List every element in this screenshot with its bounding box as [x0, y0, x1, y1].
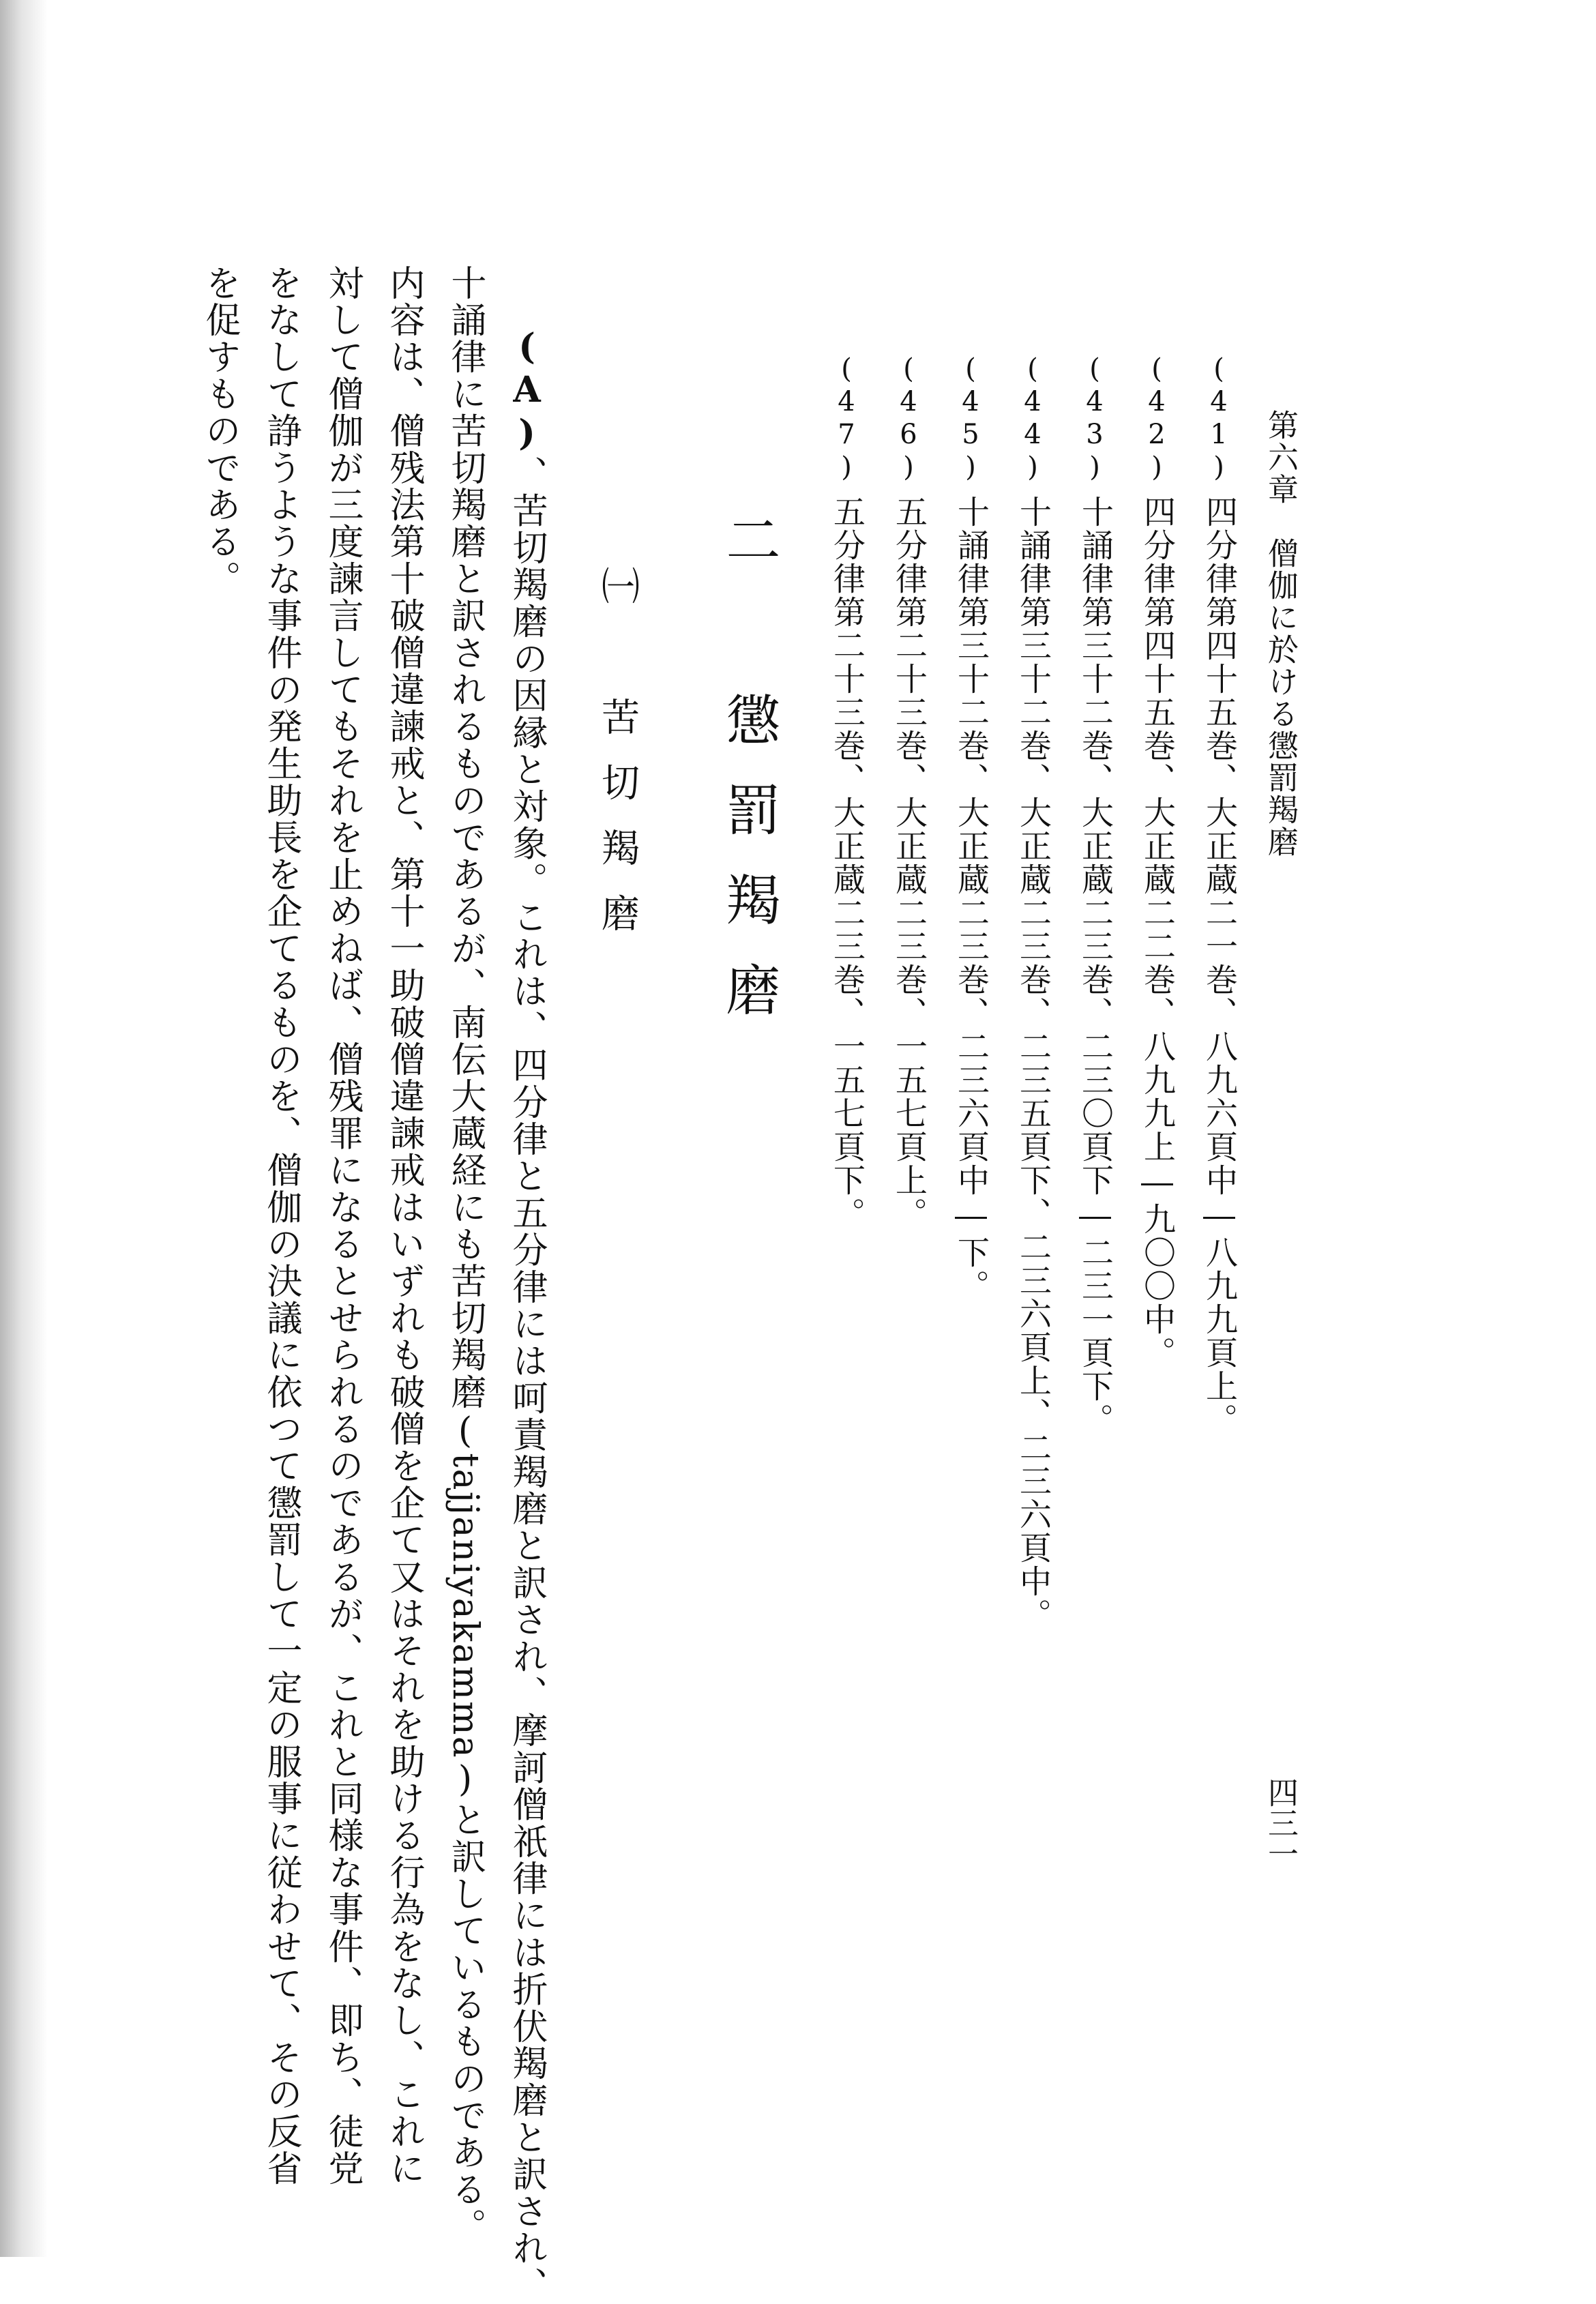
footnote — [1010, 353, 1056, 1631]
item-marker: (A) — [506, 326, 548, 456]
footnote-number: (43) — [1079, 353, 1110, 484]
footnote-number: (41) — [1203, 353, 1235, 484]
footnote-number: (44) — [1017, 353, 1048, 484]
body-paragraph-line: を促すものである。 — [199, 265, 240, 597]
footnote — [1072, 353, 1118, 1436]
footnote-number: (45) — [955, 353, 986, 484]
footnote-number: (47) — [831, 353, 862, 484]
footnote — [1196, 353, 1242, 1436]
footnote-text: 十誦律第三十二巻、大正蔵二三巻、二三六頁中―下。 — [952, 495, 990, 1303]
section-title: 二 懲罰羯磨 — [717, 512, 780, 1052]
page-number: 四三一 — [1262, 1777, 1299, 1869]
footnote-number: (46) — [893, 353, 924, 484]
footnote-text: 四分律第四十五巻、大正蔵二二巻、八九九上―九〇〇中。 — [1138, 495, 1176, 1370]
footnote — [1134, 353, 1180, 1370]
subsection-title: ㈠ 苦切羯磨 — [595, 566, 640, 959]
footnote — [948, 353, 994, 1303]
body-paragraph-line: 内容は、僧残法第十破僧違諫戒と、第十一助破僧違諫戒はいずれも破僧を企て又はそれを助ける行為をなし、これに — [383, 265, 424, 2187]
body-paragraph-line: 対して僧伽が三度諫言してもそれを止めねば、僧残罪になるとせられるのであるが、これと同様な事件、即ち、徒党 — [322, 265, 363, 2187]
body-paragraph-line: をなして諍うような事件の発生助長を企てるものを、僧伽の決議に依つて懲罰して一定の服事に従わせて、その反省 — [261, 265, 301, 2187]
footnote-text: 十誦律第三十二巻、大正蔵二三巻、二三五頁下、二三六頁上、二三六頁中。 — [1014, 495, 1052, 1631]
scan-edge-shadow — [0, 0, 48, 2257]
body-paragraph-line: 十誦律に苦切羯磨と訳されるものであるが、南伝大蔵経にも苦切羯磨(tajjaniyakamma)と訳しているものである。 — [445, 265, 486, 2245]
footnote-text: 五分律第二十三巻、大正蔵二三巻、一五七頁上。 — [890, 495, 928, 1230]
chapter-header: 第六章 僧伽に於ける懲罰羯磨 — [1262, 409, 1299, 858]
footnote-text: 五分律第二十三巻、大正蔵二三巻、一五七頁下。 — [828, 495, 866, 1230]
body-paragraph-line: (A)、苦切羯磨の因縁と対象。これは、四分律と五分律には呵責羯磨と訳され、摩訶僧祇律には折伏羯磨と訳され、 — [506, 326, 548, 2304]
footnote — [824, 353, 870, 1230]
footnote-text: 十誦律第三十二巻、大正蔵二三巻、二三〇頁下―二三一頁下。 — [1076, 495, 1114, 1436]
footnote-number: (42) — [1141, 353, 1172, 484]
pali-term: tajjaniyakamma — [445, 1453, 486, 1759]
footnote-text: 四分律第四十五巻、大正蔵二一巻、八九六頁中―八九九頁上。 — [1200, 495, 1238, 1436]
footnote — [886, 353, 932, 1230]
